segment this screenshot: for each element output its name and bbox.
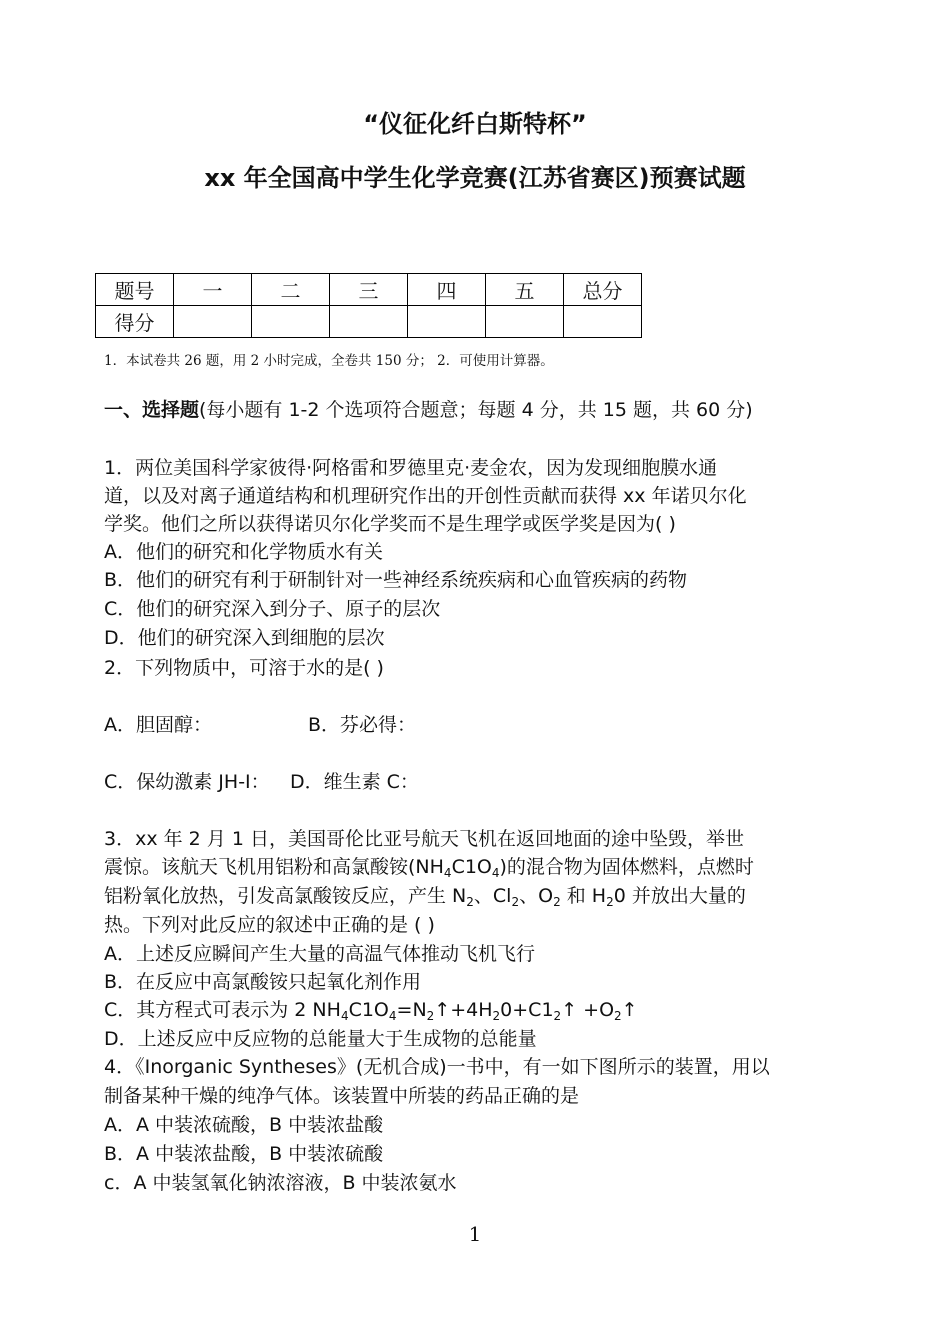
score-input-cell[interactable] <box>408 306 486 338</box>
q1-option-a: A．他们的研究和化学物质水有关 <box>104 541 383 563</box>
score-cell: 题号 <box>96 274 174 306</box>
q3-option-d: D．上述反应中反应物的总能量大于生成物的总能量 <box>104 1028 537 1050</box>
q3-option-b: B．在反应中高氯酸铵只起氧化剂作用 <box>104 971 422 993</box>
q2-option-c: C．保幼激素 JH-I： <box>104 771 270 793</box>
q4-stem-line2: 制备某种干燥的纯净气体。该装置中所装的药品正确的是 <box>104 1085 580 1107</box>
q3-option-a: A．上述反应瞬间产生大量的高温气体推动飞机飞行 <box>104 943 535 965</box>
q2-stem: 2．下列物质中，可溶于水的是( ) <box>104 657 384 679</box>
q1-stem-line1: 1．两位美国科学家彼得·阿格雷和罗德里克·麦金农，因为发现细胞膜水通 <box>104 457 718 479</box>
q4-stem-line1: 4．《Inorganic Syntheses》(无机合成)一书中，有一如下图所示的装置，用以 <box>104 1056 770 1078</box>
score-cell: 一 <box>174 274 252 306</box>
score-cell: 四 <box>408 274 486 306</box>
score-table <box>95 273 642 338</box>
page-number: 1 <box>468 1222 482 1246</box>
exam-title-line1: “仪征化纤白斯特杯” <box>363 110 587 138</box>
section-heading <box>104 397 753 423</box>
q2-option-a: A．胆固醇： <box>104 714 212 736</box>
score-cell: 总分 <box>564 274 642 306</box>
score-table-score-row <box>96 306 642 338</box>
q1-option-b: B．他们的研究有利于研制针对一些神经系统疾病和心血管疾病的药物 <box>104 569 688 591</box>
score-cell: 五 <box>486 274 564 306</box>
section-title: 一、选择题 <box>104 399 200 421</box>
q2-option-b: B．芬必得： <box>308 714 417 736</box>
score-input-cell[interactable] <box>486 306 564 338</box>
score-cell: 三 <box>330 274 408 306</box>
q2-option-d: D．维生素 C： <box>290 771 419 793</box>
section-description: (每小题有 1-2 个选项符合题意；每题 4 分，共 15 题，共 60 分) <box>199 399 753 421</box>
score-row-label: 得分 <box>96 306 174 338</box>
q4-option-b: B．A 中装浓盐酸，B 中装浓硫酸 <box>104 1143 384 1165</box>
score-input-cell[interactable] <box>252 306 330 338</box>
q4-option-a: A．A 中装浓硫酸，B 中装浓盐酸 <box>104 1114 384 1136</box>
q3-stem-line4: 热。下列对此反应的叙述中正确的是 ( ) <box>104 914 435 936</box>
score-input-cell[interactable] <box>330 306 408 338</box>
score-cell: 二 <box>252 274 330 306</box>
exam-title-line2: xx 年全国高中学生化学竞赛(江苏省赛区)预赛试题 <box>204 164 746 192</box>
q3-stem-line3: 铝粉氧化放热，引发高氯酸铵反应，产生 $N_2$、$Cl_2$、$O_2$ 和 $H_20$ 并放出大量的 <box>104 885 746 909</box>
score-table-header-row <box>96 274 642 306</box>
q1-option-d: D．他们的研究深入到细胞的层次 <box>104 627 385 649</box>
q3-stem-line1: 3．xx 年 2 月 1 日，美国哥伦比亚号航天飞机在返回地面的途中坠毁，举世 <box>104 828 744 850</box>
q3-stem-line2: 震惊。该航天飞机用铝粉和高氯酸铵$(NH_4C1O_4)$的混合物为固体燃料，点燃时 <box>104 856 754 880</box>
score-input-cell[interactable] <box>564 306 642 338</box>
q4-option-c: c．A 中装氢氧化钠浓溶液，B 中装浓氨水 <box>104 1172 457 1194</box>
score-input-cell[interactable] <box>174 306 252 338</box>
q1-option-c: C．他们的研究深入到分子、原子的层次 <box>104 598 441 620</box>
exam-note: 1．本试卷共 26 题，用 2 小时完成，全卷共 150 分； 2．可使用计算器。 <box>104 353 554 369</box>
q1-stem-line3: 学奖。他们之所以获得诺贝尔化学奖而不是生理学或医学奖是因为( ) <box>104 513 676 535</box>
q3-option-c: C．其方程式可表示为 2 $NH_4C1O_4=N_2↑+4H_20+C1_2↑$ $+O_2↑$ <box>104 999 638 1023</box>
q1-stem-line2: 道，以及对离子通道结构和机理研究作出的开创性贡献而获得 xx 年诺贝尔化 <box>104 485 747 507</box>
